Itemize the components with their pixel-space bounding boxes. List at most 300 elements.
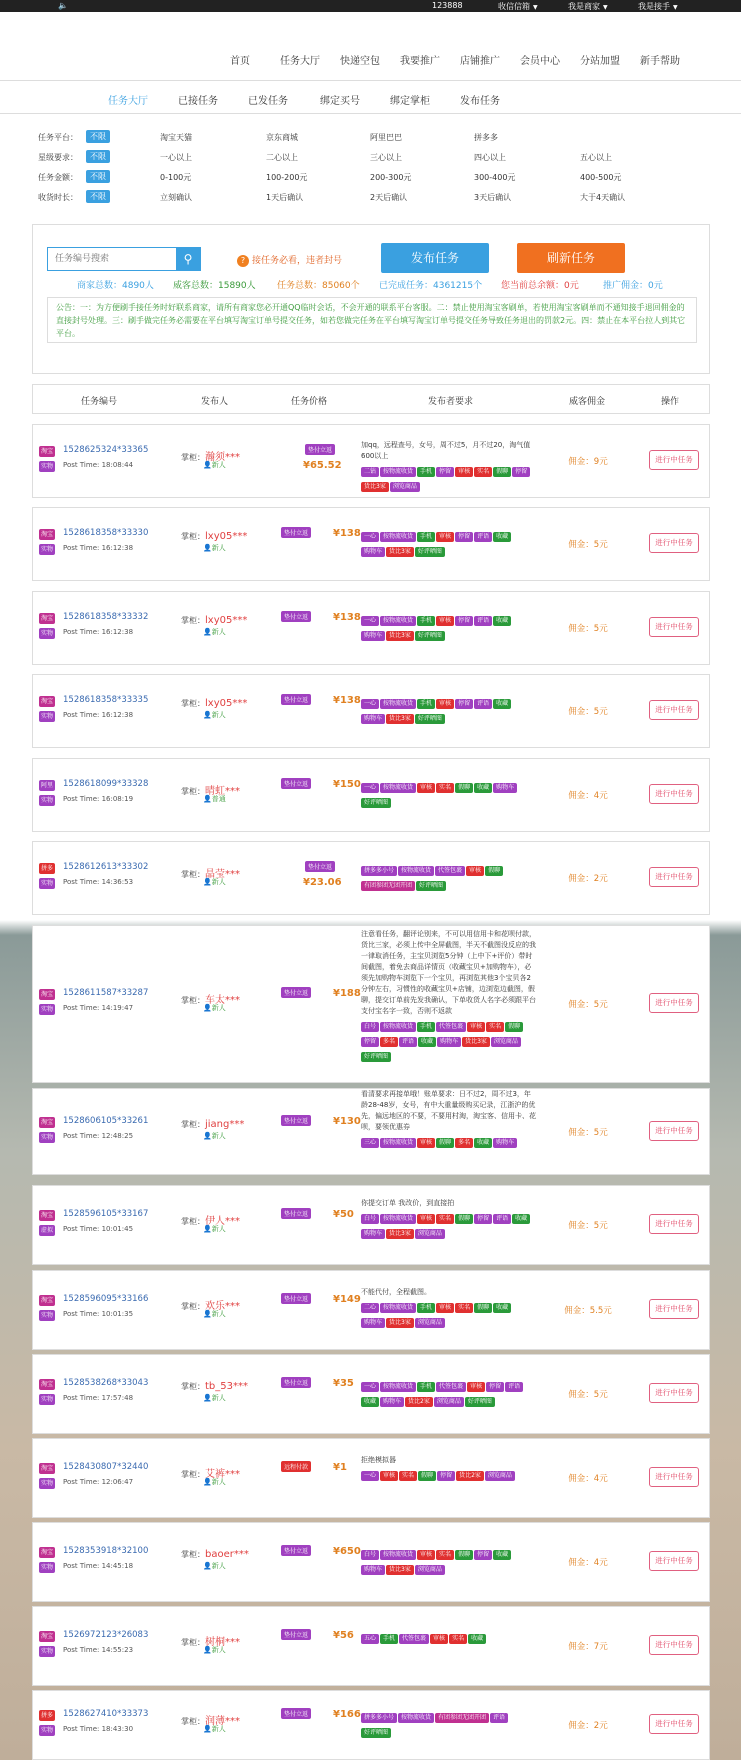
col-price: 任务价格 xyxy=(291,397,328,407)
requirement-tag: 按物流收货 xyxy=(380,1382,416,1392)
requirement-tag: 审核 xyxy=(436,699,454,709)
seller-prefix: 掌柜： xyxy=(181,1550,205,1559)
filter-option[interactable]: 三心以上 xyxy=(370,153,402,162)
task-id-link[interactable]: 1528611587*33287 xyxy=(63,988,149,998)
filter-option[interactable]: 京东商城 xyxy=(266,133,298,142)
filter-option[interactable]: 阿里巴巴 xyxy=(370,133,402,142)
requirement-tag: 实名 xyxy=(486,1022,504,1032)
task-price: ¥138 xyxy=(333,695,361,706)
filter-unlimited[interactable]: 不限 xyxy=(86,150,110,163)
tab-task-hall[interactable]: 任务大厅 xyxy=(108,96,148,107)
requirements xyxy=(361,613,536,643)
platform-badge: 淘宝 xyxy=(41,615,54,622)
platform-badge: 淘宝 xyxy=(41,1212,54,1219)
commission: 佣金：5.5元 xyxy=(564,1306,612,1316)
commission: 佣金：4元 xyxy=(568,1558,608,1568)
requirement-tag: 手机 xyxy=(417,1303,435,1313)
requirements xyxy=(361,1379,536,1409)
type-badge: 实物 xyxy=(41,1396,54,1403)
user-icon: 👤 xyxy=(203,1394,212,1402)
filter-option[interactable]: 400-500元 xyxy=(580,173,622,182)
type-badge: 实物 xyxy=(41,713,54,720)
requirement-text: 你提交订单 我改价，到直接拍 xyxy=(361,1199,455,1207)
requirement-tag: 购物车 xyxy=(361,547,385,557)
post-time: Post Time: 10:01:45 xyxy=(63,1225,134,1233)
seller-prefix: 掌柜： xyxy=(181,1638,205,1647)
post-time: Post Time: 14:36:53 xyxy=(63,878,134,886)
requirement-tag: 代签包裹 xyxy=(399,1634,429,1644)
requirements xyxy=(361,1547,536,1577)
commission: 佣金：5元 xyxy=(568,624,608,634)
row-content xyxy=(33,441,709,490)
user-icon: 👤 xyxy=(203,878,212,886)
seller-prefix: 掌柜： xyxy=(181,1382,205,1391)
type-badge: 实物 xyxy=(41,630,54,637)
level-label: 新人 xyxy=(211,1394,226,1402)
requirement-tag: 好评晒图 xyxy=(361,798,391,808)
requirements xyxy=(361,863,536,893)
seller-name: 车太*** xyxy=(205,995,240,1006)
control-panel xyxy=(32,224,710,374)
row-content xyxy=(33,1288,709,1326)
requirement-tag: 五心 xyxy=(361,1634,379,1644)
requirement-tags xyxy=(361,863,536,893)
requirement-tag: 假聊 xyxy=(436,1138,454,1148)
requirement-tags xyxy=(361,1019,536,1064)
sub-nav xyxy=(0,80,741,114)
search-input[interactable] xyxy=(48,248,178,270)
stat-tasks: 任务总数：85060个 xyxy=(277,281,360,291)
requirement-tag: 购物车 xyxy=(437,1037,461,1047)
requirement-tag: 购物车 xyxy=(361,631,385,641)
requirement-tag: 按物流收货 xyxy=(380,1214,416,1224)
requirement-tag: 二钻 xyxy=(361,467,379,477)
post-time: Post Time: 17:57:48 xyxy=(63,1394,134,1402)
seller-label xyxy=(181,1381,248,1392)
requirement-tag: 收藏 xyxy=(361,1397,379,1407)
row-content xyxy=(33,696,709,726)
table-row xyxy=(32,1690,710,1760)
in-progress-button[interactable]: 进行中任务 xyxy=(649,1383,699,1403)
requirement-tag: 评语 xyxy=(490,1713,508,1723)
platform-badge: 淘宝 xyxy=(41,1381,54,1388)
filter-option[interactable]: 0-100元 xyxy=(160,173,192,182)
requirement-tag: 手机 xyxy=(417,467,435,477)
task-id-link[interactable]: 1528618358*33330 xyxy=(63,528,149,538)
requirement-tag: 一心 xyxy=(361,1382,379,1392)
seller-level xyxy=(203,627,226,637)
requirement-tag: 浏览商品 xyxy=(485,1471,515,1481)
requirement-tag: 实名 xyxy=(436,1550,454,1560)
commission: 佣金：5元 xyxy=(568,540,608,550)
requirement-tag: 一心 xyxy=(361,699,379,709)
requirement-tag: 实名 xyxy=(449,1634,467,1644)
level-label: 新人 xyxy=(211,1478,226,1486)
commission: 佣金：4元 xyxy=(568,791,608,801)
topbar-link-inbox[interactable]: 收信信箱 ▼ xyxy=(498,2,538,11)
requirement-tag: 手机 xyxy=(417,532,435,542)
payment-tag: 垫付立返 xyxy=(281,1629,311,1640)
filter-option[interactable]: 拼多多 xyxy=(474,133,498,142)
seller-level xyxy=(203,1477,226,1487)
rules-link[interactable]: ? 接任务必看，违者封号 xyxy=(237,253,342,267)
filter-option[interactable]: 100-200元 xyxy=(266,173,308,182)
requirement-tag: 购物车 xyxy=(380,1397,404,1407)
filter-option[interactable]: 2天后确认 xyxy=(370,193,408,202)
seller-name: baoer*** xyxy=(205,1549,249,1560)
task-id-link[interactable]: 1528596105*33167 xyxy=(63,1209,149,1219)
seller-prefix: 掌柜： xyxy=(181,453,205,462)
in-progress-button[interactable]: 进行中任务 xyxy=(649,617,699,637)
filter-option[interactable]: 300-400元 xyxy=(474,173,516,182)
requirement-tag: 按物流收货 xyxy=(380,616,416,626)
requirement-tag: 浏览商品 xyxy=(491,1037,521,1047)
platform-badge: 拼多 xyxy=(41,1712,54,1719)
level-label: 新人 xyxy=(211,1131,226,1140)
task-id-link[interactable]: 1528430807*32440 xyxy=(63,1462,149,1472)
requirement-tag: 按物流收货 xyxy=(380,1550,416,1560)
filter-option[interactable]: 立刻确认 xyxy=(160,193,192,202)
in-progress-button[interactable]: 进行中任务 xyxy=(649,700,699,720)
requirement-tag: 收藏 xyxy=(474,1138,492,1148)
tab-accepted[interactable]: 已接任务 xyxy=(178,96,218,107)
in-progress-button[interactable]: 进行中任务 xyxy=(649,784,699,804)
platform-badge: 拼多 xyxy=(41,865,54,872)
nav-help[interactable]: 新手帮助 xyxy=(640,56,680,67)
tab-publish[interactable]: 发布任务 xyxy=(460,96,500,107)
requirement-tag: 代签包裹 xyxy=(436,1022,466,1032)
post-time: Post Time: 14:45:18 xyxy=(63,1562,134,1570)
payment-tag: 垫付立返 xyxy=(281,1293,311,1304)
payment-tag: 垫付立返 xyxy=(281,611,311,622)
requirement-tag: 停留 xyxy=(436,467,454,477)
requirement-tag: 白号 xyxy=(361,1214,379,1224)
table-row xyxy=(32,1606,710,1686)
payment-tag: 垫付立返 xyxy=(281,1377,311,1388)
seller-level xyxy=(203,460,226,470)
requirements xyxy=(361,696,536,726)
publish-task-button[interactable]: 发布任务 xyxy=(381,243,489,273)
platform-badge: 阿里 xyxy=(41,782,54,789)
filter-option[interactable]: 二心以上 xyxy=(266,153,298,162)
nav-shop-promote[interactable]: 店铺推广 xyxy=(460,56,500,67)
seller-name: 晴虹*** xyxy=(205,786,240,797)
requirement-tag: 审核 xyxy=(467,1022,485,1032)
type-badge: 实物 xyxy=(41,1648,54,1655)
row-content xyxy=(33,930,709,1060)
requirement-tag: 代签包裹 xyxy=(436,1382,466,1392)
filter-panel xyxy=(0,114,741,210)
commission: 佣金：2元 xyxy=(568,874,608,884)
user-icon: 👤 xyxy=(203,1131,212,1140)
requirement-tag: 二心 xyxy=(361,1303,379,1313)
requirement-tag: 按物流收货 xyxy=(380,467,416,477)
row-content xyxy=(33,1631,709,1661)
table-row xyxy=(32,1088,710,1175)
seller-name: 树桐*** xyxy=(205,1637,240,1648)
task-price: ¥50 xyxy=(333,1209,354,1220)
requirement-tag: 好评晒图 xyxy=(415,714,445,724)
seller-prefix: 掌柜： xyxy=(181,996,205,1005)
nav-express[interactable]: 快递空包 xyxy=(340,56,380,67)
task-id-link[interactable]: 1528612613*33302 xyxy=(63,862,149,872)
requirement-tag: 手机 xyxy=(380,1634,398,1644)
requirement-tag: 假聊 xyxy=(455,1550,473,1560)
filter-option[interactable]: 200-300元 xyxy=(370,173,412,182)
table-row xyxy=(32,591,710,665)
platform-badge: 淘宝 xyxy=(41,1465,54,1472)
seller-level xyxy=(203,877,226,887)
requirement-tag: 浏览商品 xyxy=(390,482,420,492)
requirement-tag: 审核 xyxy=(455,467,473,477)
topbar-link-worker[interactable]: 我是接手 ▼ xyxy=(638,2,678,11)
task-id-link[interactable]: 1528596095*33166 xyxy=(63,1294,149,1304)
requirement-tag: 停留 xyxy=(474,1550,492,1560)
requirement-tags xyxy=(361,1211,536,1241)
seller-level xyxy=(203,543,226,553)
payment-tag: 垫付立返 xyxy=(281,1708,311,1719)
requirement-tag: 白号 xyxy=(361,1022,379,1032)
task-id-link[interactable]: 1528353918*32100 xyxy=(63,1546,149,1556)
requirement-tag: 评语 xyxy=(474,616,492,626)
row-content xyxy=(33,1379,709,1409)
user-icon: 👤 xyxy=(203,628,212,636)
task-id-link[interactable]: 1528538268*33043 xyxy=(63,1378,149,1388)
in-progress-button[interactable]: 进行中任务 xyxy=(649,1121,699,1141)
topbar-link-merchant[interactable]: 我是商家 ▼ xyxy=(568,2,608,11)
requirement-tag: 货比3家 xyxy=(361,482,389,492)
requirement-tag: 停留 xyxy=(486,1382,504,1392)
requirement-tag: 评语 xyxy=(474,532,492,542)
payment-tag: 垫付立返 xyxy=(281,1545,311,1556)
in-progress-button[interactable]: 进行中任务 xyxy=(649,1635,699,1655)
chevron-down-icon: ▼ xyxy=(673,4,678,11)
in-progress-button[interactable]: 进行中任务 xyxy=(649,450,699,470)
requirement-tag: 多名 xyxy=(455,1138,473,1148)
requirement-tag: 审核 xyxy=(436,616,454,626)
requirement-tag: 好评晒图 xyxy=(361,1052,391,1062)
level-label: 新人 xyxy=(211,1004,226,1012)
seller-name: jiang*** xyxy=(205,1118,245,1130)
requirement-tag: 浏览商品 xyxy=(415,1565,445,1575)
tab-bind-buyer[interactable]: 绑定买号 xyxy=(320,96,360,107)
payment-tag: 垫付立返 xyxy=(281,1115,311,1126)
seller-prefix: 掌柜： xyxy=(181,532,205,541)
requirement-tag: 按物流收货 xyxy=(398,1713,434,1723)
requirement-tag: 货比3家 xyxy=(462,1037,490,1047)
type-badge: 实物 xyxy=(41,1564,54,1571)
table-row xyxy=(32,1438,710,1518)
tab-bind-seller[interactable]: 绑定掌柜 xyxy=(390,96,430,107)
task-id-link[interactable]: 1528627410*33373 xyxy=(63,1709,149,1719)
filter-option[interactable]: 1天后确认 xyxy=(266,193,304,202)
platform-badge: 淘宝 xyxy=(41,1549,54,1556)
stat-commission: 推广佣金：0元 xyxy=(603,281,663,291)
in-progress-button[interactable]: 进行中任务 xyxy=(649,1467,699,1487)
seller-name: lxy05*** xyxy=(205,615,248,626)
nav-franchise[interactable]: 分站加盟 xyxy=(580,56,620,67)
in-progress-button[interactable]: 进行中任务 xyxy=(649,867,699,887)
nav-promote[interactable]: 我要推广 xyxy=(400,56,440,67)
requirement-text: 不能代付，全程截图。 xyxy=(361,1288,431,1296)
requirement-tag: 假聊 xyxy=(418,1471,436,1481)
seller-prefix: 掌柜： xyxy=(181,1217,205,1226)
seller-label xyxy=(181,698,247,709)
in-progress-button[interactable]: 进行中任务 xyxy=(649,1714,699,1734)
task-id-link[interactable]: 1526972123*26083 xyxy=(63,1630,149,1640)
filter-unlimited[interactable]: 不限 xyxy=(86,130,110,143)
table-row xyxy=(32,925,710,1083)
task-id-link[interactable]: 1528618358*33335 xyxy=(63,695,149,705)
payment-tag: 垫付立返 xyxy=(281,778,311,789)
nav-home[interactable]: 首页 xyxy=(230,56,250,67)
post-time: Post Time: 14:19:47 xyxy=(63,1004,134,1012)
table-row xyxy=(32,674,710,748)
seller-level xyxy=(203,794,226,804)
in-progress-button[interactable]: 进行中任务 xyxy=(649,533,699,553)
filter-unlimited[interactable]: 不限 xyxy=(86,170,110,183)
requirement-tag: 好评晒图 xyxy=(415,631,445,641)
seller-name: 艾裤*** xyxy=(205,1469,240,1480)
filter-option[interactable]: 3天后确认 xyxy=(474,193,512,202)
filter-option[interactable]: 大于4天确认 xyxy=(580,193,626,202)
filter-unlimited[interactable]: 不限 xyxy=(86,190,110,203)
commission: 佣金：5元 xyxy=(568,707,608,717)
requirement-tag: 有团参团无团开团 xyxy=(361,881,415,891)
seller-level xyxy=(203,710,226,720)
col-requirements: 发布者要求 xyxy=(428,397,474,407)
seller-level xyxy=(203,1309,226,1319)
level-label: 新人 xyxy=(211,628,226,636)
user-icon: 👤 xyxy=(203,1562,212,1570)
row-content xyxy=(33,1710,709,1740)
chevron-down-icon: ▼ xyxy=(603,4,608,11)
requirement-tag: 拼多多小号 xyxy=(361,1713,397,1723)
requirement-tag: 实名 xyxy=(474,467,492,477)
in-progress-button[interactable]: 进行中任务 xyxy=(649,1551,699,1571)
payment-tag: 垫付立返 xyxy=(281,1208,311,1219)
seller-name: tb_53*** xyxy=(205,1381,248,1392)
row-content xyxy=(33,780,709,810)
table-row xyxy=(32,758,710,832)
platform-badge: 淘宝 xyxy=(41,1118,54,1126)
filter-option[interactable]: 五心以上 xyxy=(580,153,612,162)
seller-name: 瀚须*** xyxy=(205,452,240,463)
platform-badge: 淘宝 xyxy=(41,991,54,998)
in-progress-button[interactable]: 进行中任务 xyxy=(649,993,699,1013)
requirement-tag: 收藏 xyxy=(468,1634,486,1644)
task-id-link[interactable]: 1528606105*33261 xyxy=(63,1115,149,1126)
requirement-tag: 停留 xyxy=(474,1214,492,1224)
requirement-tag: 实名 xyxy=(436,783,454,793)
filter-option[interactable]: 淘宝天猫 xyxy=(160,133,192,142)
row-content xyxy=(33,863,709,893)
requirement-tag: 审核 xyxy=(466,866,484,876)
requirement-text: 注意看任务，翻评论别来，不可以用信用卡和花呗付款，货比三家，必须上传中全屏截图，半天不截图没反应的我一律取消任务，主宝贝浏览5分钟（上中下+评价）带时间截图，着免去商品详情页（收藏宝贝+加购物车），必须先加购物车浏览下一个宝贝，再浏览其他3个宝贝各2分钟左右，习惯性的收藏宝贝+店铺，边浏览边截图，假聊，提交订单前先发我确认，下单收货人名字必须跟平台支付宝名字一致，否则不返款 xyxy=(361,930,536,1015)
in-progress-button[interactable]: 进行中任务 xyxy=(649,1214,699,1234)
requirement-tag: 按物流收货 xyxy=(380,532,416,542)
requirement-tag: 货比2家 xyxy=(456,1471,484,1481)
payment-tag: 远程付款 xyxy=(281,1461,311,1472)
requirement-tag: 停留 xyxy=(455,699,473,709)
task-id-link[interactable]: 1528618099*33328 xyxy=(63,779,149,789)
task-id-link[interactable]: 1528625324*33365 xyxy=(63,445,149,455)
level-label: 新人 xyxy=(211,878,226,886)
filter-option[interactable]: 四心以上 xyxy=(474,153,506,162)
requirement-tag: 停留 xyxy=(437,1471,455,1481)
task-price: ¥138 xyxy=(333,528,361,539)
level-label: 新人 xyxy=(211,711,226,719)
post-time: Post Time: 18:08:44 xyxy=(63,461,134,469)
seller-level xyxy=(203,1131,226,1141)
seller-name: 欢乐*** xyxy=(205,1301,240,1312)
row-content xyxy=(33,613,709,643)
requirement-tag: 购物车 xyxy=(493,783,517,793)
requirement-text: 看清要求再接单哦！账单要求：日不过2，周不过3，年龄28-48岁，女号，有中大重量级购买记录，江浙沪的优先，偏远地区的不要，不要用村淘，淘宝客、信用卡、花呗，要领优惠券 xyxy=(361,1089,536,1131)
requirement-tags xyxy=(361,613,536,643)
requirement-tag: 货比3家 xyxy=(386,631,414,641)
nav-member[interactable]: 会员中心 xyxy=(520,56,560,67)
requirement-tags xyxy=(361,1710,536,1740)
filter-row-receipt: 收货时长： 不限 立刻确认 1天后确认 2天后确认 3天后确认 大于4天确认 xyxy=(38,192,626,202)
requirement-tag: 浏览商品 xyxy=(434,1397,464,1407)
seller-level xyxy=(203,1645,226,1655)
filter-row-stars: 星级要求： 不限 一心以上 二心以上 三心以上 四心以上 五心以上 xyxy=(38,152,612,162)
user-icon: 👤 xyxy=(203,1225,212,1233)
tab-published[interactable]: 已发任务 xyxy=(248,96,288,107)
filter-option[interactable]: 一心以上 xyxy=(160,153,192,162)
task-price: ¥150 xyxy=(333,779,361,790)
task-id-link[interactable]: 1528618358*33332 xyxy=(63,612,149,622)
requirement-tag: 评语 xyxy=(493,1214,511,1224)
post-time: Post Time: 16:08:19 xyxy=(63,795,134,803)
requirement-tag: 实名 xyxy=(399,1471,417,1481)
row-content xyxy=(33,1547,709,1577)
table-row xyxy=(32,507,710,581)
requirement-tag: 货比3家 xyxy=(386,1229,414,1239)
type-badge: 虚拟 xyxy=(41,1227,54,1234)
table-row xyxy=(32,1270,710,1350)
requirement-tag: 货比3家 xyxy=(386,714,414,724)
requirement-tag: 按物流收货 xyxy=(380,1022,416,1032)
requirements xyxy=(361,1455,536,1483)
seller-prefix: 掌柜： xyxy=(181,699,205,708)
user-icon: 👤 xyxy=(203,1725,212,1733)
search-icon[interactable]: ⚲ xyxy=(176,248,200,270)
speaker-icon[interactable]: 🔈 xyxy=(58,1,68,10)
in-progress-button[interactable]: 进行中任务 xyxy=(649,1299,699,1319)
seller-label xyxy=(181,615,247,626)
requirements xyxy=(361,1631,536,1646)
task-price: ¥149 xyxy=(333,1294,361,1305)
type-badge: 实物 xyxy=(41,1480,54,1487)
nav-task-hall[interactable]: 任务大厅 xyxy=(280,56,320,67)
user-icon: 👤 xyxy=(203,1646,212,1654)
table-row xyxy=(32,1522,710,1602)
type-badge: 实物 xyxy=(41,546,54,553)
seller-prefix: 掌柜： xyxy=(181,1302,205,1311)
seller-prefix: 掌柜： xyxy=(181,616,205,625)
payment-tag: 垫付立返 xyxy=(305,861,335,872)
task-price: ¥1 xyxy=(333,1462,347,1473)
requirement-tag: 收藏 xyxy=(474,783,492,793)
post-time: Post Time: 12:48:25 xyxy=(63,1131,134,1140)
top-bar xyxy=(0,0,741,12)
refresh-task-button[interactable]: 刷新任务 xyxy=(517,243,625,273)
platform-badge: 淘宝 xyxy=(41,1297,54,1304)
requirement-text: 加qq，远程查号，女号，周不过5，月不过20，淘气值600以上 xyxy=(361,441,531,460)
platform-badge: 淘宝 xyxy=(41,531,54,538)
